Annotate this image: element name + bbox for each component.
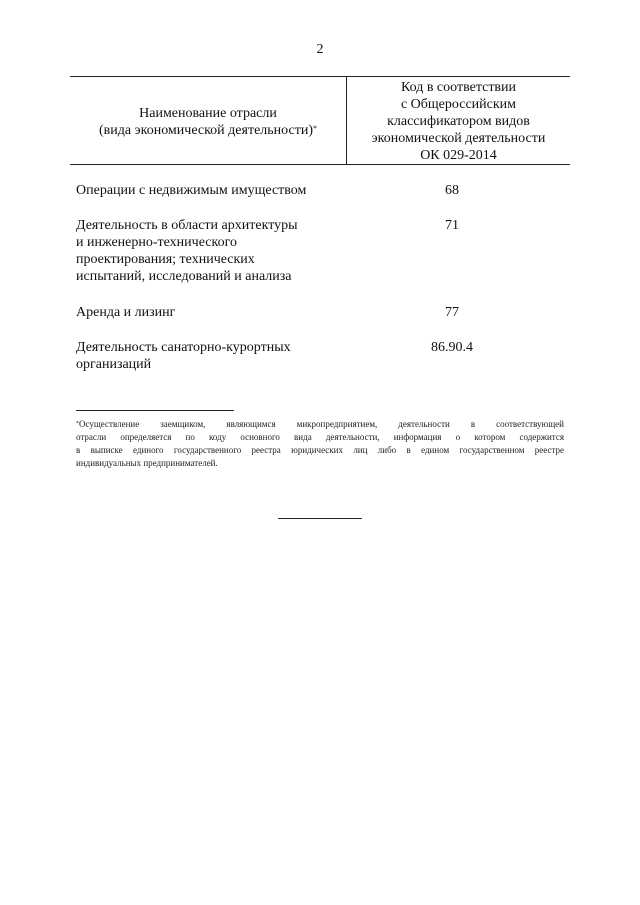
- footnote-marker: *: [76, 421, 79, 427]
- table-header-code-line: экономической деятельности: [371, 131, 546, 146]
- table-row-name: [76, 304, 338, 321]
- table-header-code-line: классификатором видов: [387, 114, 530, 129]
- page-number: 2: [316, 42, 324, 57]
- row-name-line: проектирования; технических: [76, 252, 255, 267]
- table-row-name: [76, 182, 338, 199]
- table-header-code: [347, 79, 570, 164]
- document-end-rule: [278, 518, 362, 519]
- row-name-line: Операции с недвижимым имуществом: [76, 183, 307, 198]
- table-row-code: 71: [445, 218, 459, 233]
- table-top-rule: [70, 76, 570, 77]
- row-name-line: организаций: [76, 357, 152, 372]
- footnote-separator: [76, 410, 234, 411]
- footnote: [76, 418, 564, 470]
- row-name-line: Деятельность санаторно-курортных: [76, 340, 291, 355]
- row-name-line: Аренда и лизинг: [76, 305, 176, 320]
- footnote-line: *Осуществление заемщиком, являющимся микропредприятием, деятельности в соответствующей: [76, 419, 564, 429]
- table-header-code-line: с Общероссийским: [400, 97, 517, 112]
- table-row-code: 86.90.4: [431, 340, 473, 355]
- row-name-line: Деятельность в области архитектуры: [76, 218, 298, 233]
- table-header-name: [70, 105, 346, 139]
- table-header-code-line: Код в соответствии: [400, 80, 517, 95]
- table-header-name-line: (вида экономической деятельности)*: [99, 123, 317, 138]
- row-name-line: испытаний, исследований и анализа: [76, 269, 292, 284]
- table-row-code: 77: [445, 305, 459, 320]
- table-row-name: [76, 339, 338, 373]
- footnote-line: индивидуальных предпринимателей.: [76, 458, 218, 468]
- footnote-line: в выписке единого государственного реестра юридических лиц либо в едином государственном реестре: [76, 445, 564, 455]
- footnote-line: отрасли определяется по коду основного вида деятельности, информация о котором содержится: [76, 432, 564, 442]
- footnote-marker: *: [313, 124, 317, 133]
- table-header-bottom-rule: [70, 164, 570, 165]
- row-name-line: и инженерно-технического: [76, 235, 237, 250]
- table-row-code: 68: [445, 183, 459, 198]
- table-row-name: [76, 217, 338, 285]
- table-header-code-line: ОК 029-2014: [420, 148, 497, 163]
- table-header-name-line: Наименование отрасли: [139, 106, 277, 121]
